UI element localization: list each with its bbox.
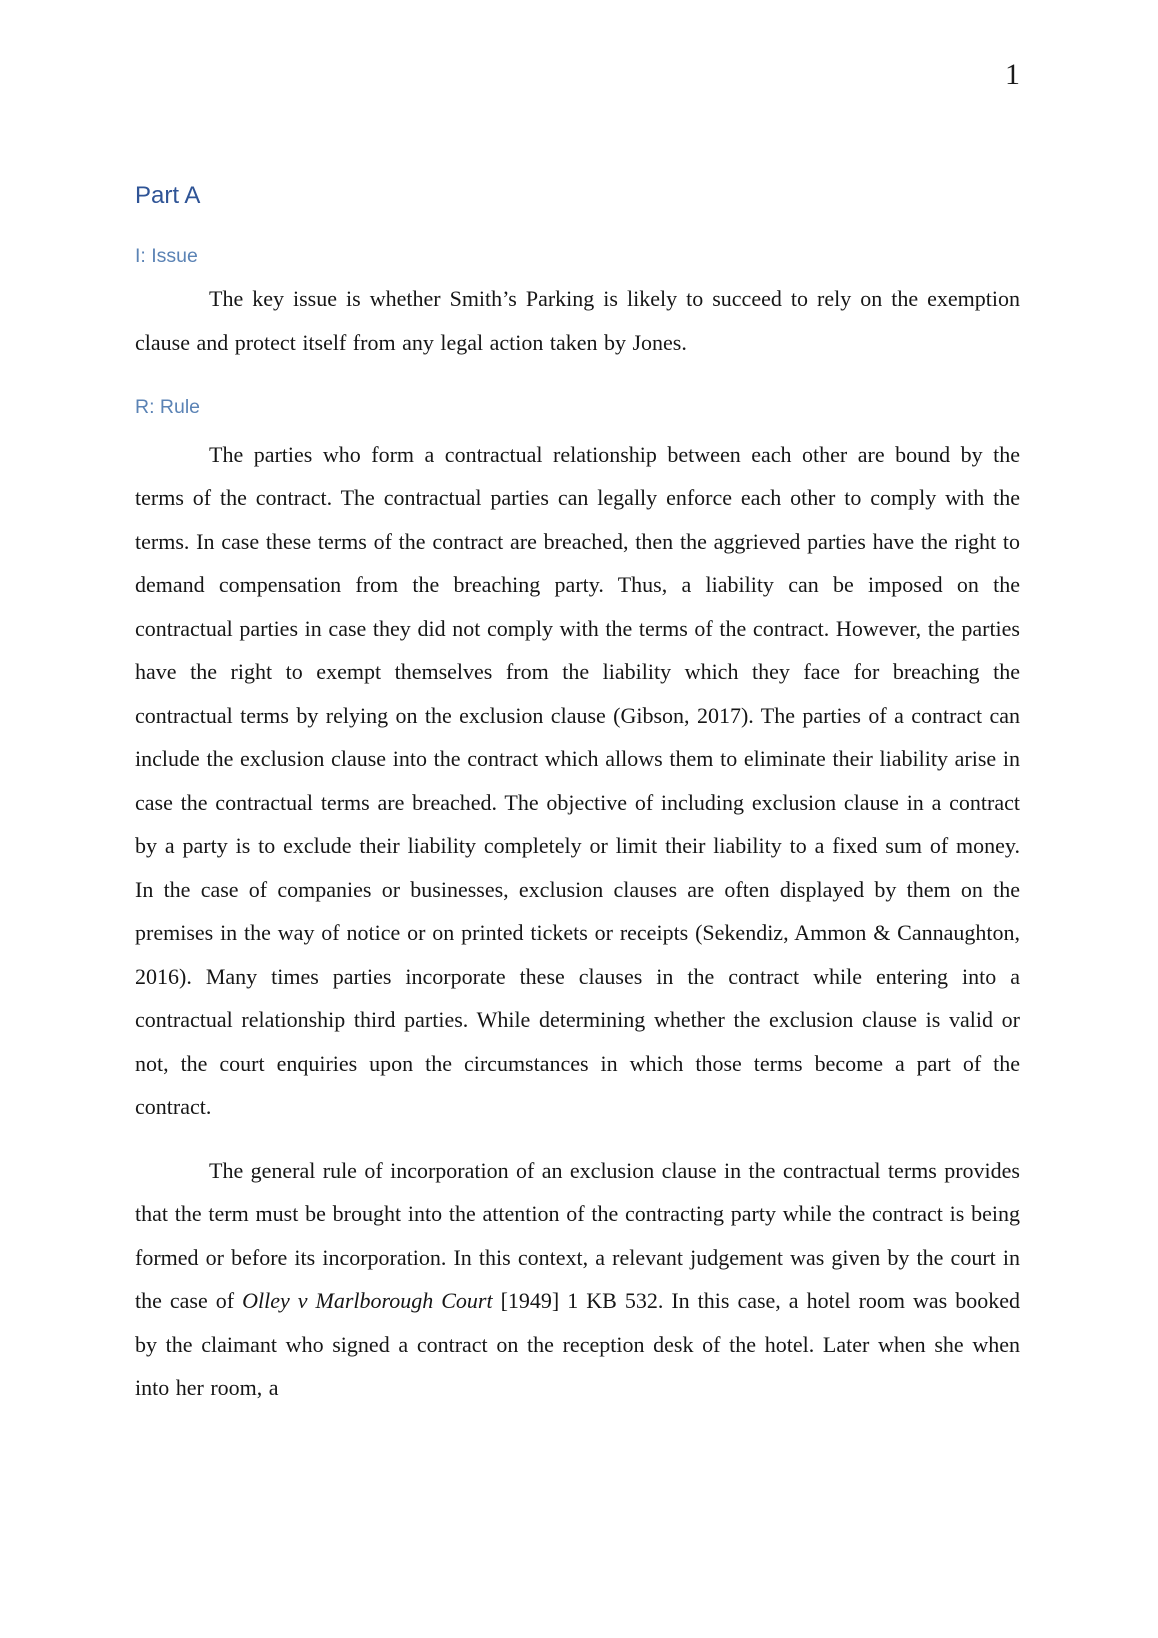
rule-paragraph-2 [135, 1149, 1020, 1410]
rule-paragraph-2-text-before: The general rule of incorporation of an exclusion clause in the contractual terms provides that the term must be brought into the attention of the contracting party while the contract is being formed or before its incorporation. In this context, a relevant judgement was given by the court in the case of [135, 1157, 1020, 1314]
rule-paragraph-1: The parties who form a contractual relationship between each other are bound by the terms of the contract. The contractual parties can legally enforce each other to comply with the terms. In case these terms of the contract are breached, then the aggrieved parties have the right to demand compensation from the breaching party. Thus, a liability can be imposed on the contractual parties in case they did not comply with the terms of the contract. However, the parties have the right to exempt themselves from the liability which they face for breaching the contractual terms by relying on the exclusion clause (Gibson, 2017). The parties of a contract can include the exclusion clause into the contract which allows them to eliminate their liability arise in case the contractual terms are breached. The objective of including exclusion clause in a contract by a party is to exclude their liability completely or limit their liability to a fixed sum of money. In the case of companies or businesses, exclusion clauses are often displayed by them on the premises in the way of notice or on printed tickets or receipts (Sekendiz, Ammon & Cannaughton, 2016). Many times parties incorporate these clauses in the contract while entering into a contractual relationship third parties. While determining whether the exclusion clause is valid or not, the court enquiries upon the circumstances in which those terms become a part of the contract. [135, 441, 1020, 1120]
case-citation: Olley v Marlborough Court [242, 1288, 493, 1314]
rule-paragraph-2-text-after: [1949] 1 KB 532. In this case, a hotel room was booked by the claimant who signed a contract on the reception desk of the hotel. Later when she when into her room, a [135, 1288, 1020, 1401]
heading-part-a: Part A [135, 182, 201, 209]
page-number: 1 [1005, 58, 1020, 91]
heading-rule: R: Rule [135, 396, 201, 419]
heading-issue: I: Issue [135, 244, 198, 267]
issue-paragraph: The key issue is whether Smith’s Parking is likely to succeed to rely on the exemption clause and protect itself from any legal action taken by Jones. [135, 286, 1020, 355]
